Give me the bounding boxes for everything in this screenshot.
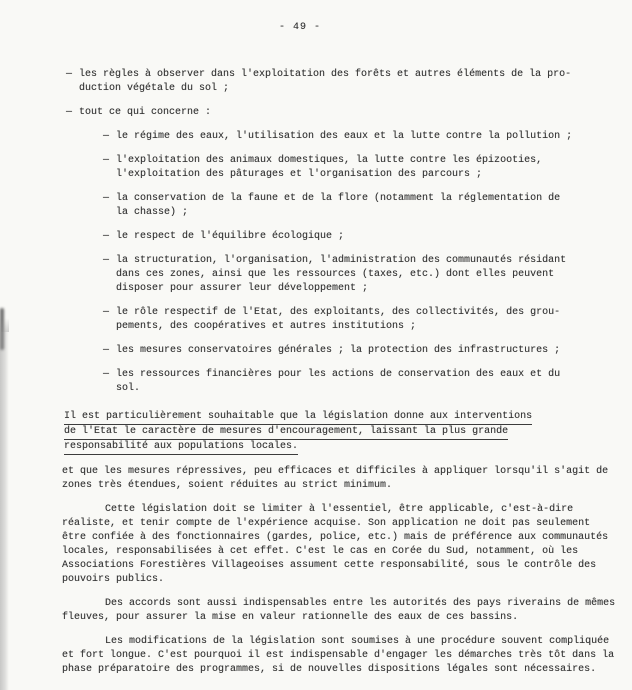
text-line: duction végétale du sol ; xyxy=(79,83,230,94)
text-line: les ressources financières pour les actions de conservation des eaux et du xyxy=(116,369,561,380)
text-lines xyxy=(62,465,618,493)
text-line: la chasse) ; xyxy=(116,207,189,218)
paragraph xyxy=(62,635,618,677)
text-line: être confiée à des fonctionnaires (gardes, police, etc.) mais de préférence aux communautés xyxy=(62,532,609,543)
text-line: pouvoirs publics. xyxy=(62,574,165,585)
text-lines xyxy=(116,130,572,144)
text-line: l'exploitation des animaux domestiques, la lutte contre les épizooties, xyxy=(116,155,543,166)
text-line: de l'Etat le caractère de mesures d'encouragement, laissant la plus grande xyxy=(64,425,618,440)
text-line: Associations Forestières Villageoises assument cette responsabilité, sous le contrôle des xyxy=(62,560,597,571)
paragraph xyxy=(62,597,618,625)
text-line: responsabilité aux populations locales. xyxy=(64,440,618,455)
paragraph xyxy=(64,410,618,455)
bullet-dash: — xyxy=(103,155,110,166)
text-line: les règles à observer dans l'exploitation des forêts et autres éléments de la pro- xyxy=(79,69,572,80)
text-lines xyxy=(79,106,211,120)
list-item xyxy=(103,192,618,220)
list-item xyxy=(103,154,618,182)
text-line: fleuves, pour assurer la mise en valeur rationnelle des eaux de ces bassins. xyxy=(62,612,519,623)
text-lines xyxy=(62,635,618,677)
text-line: tout ce qui concerne : xyxy=(79,107,212,118)
text-lines xyxy=(116,230,344,244)
bullet-dash: — xyxy=(103,369,110,380)
text-line: Les modifications de la législation sont soumises à une procédure souvent compliquée xyxy=(105,636,610,647)
text-line: et fort longue. C'est pourquoi il est indispensable d'engager les démarches très tôt dans la xyxy=(62,650,615,661)
text-line: l'exploitation des pâturages et l'organisation des parcours ; xyxy=(116,169,483,180)
text-lines xyxy=(116,368,560,396)
text-line: disposer pour assurer leur développement ; xyxy=(116,283,369,294)
text-line: dans ces zones, ainsi que les ressources (taxes, etc.) dont elles peuvent xyxy=(116,269,555,280)
list-item xyxy=(66,106,618,120)
text-line: Il est particulièrement souhaitable que la législation donne aux interventions xyxy=(64,410,618,425)
list-item xyxy=(103,344,618,358)
bullet-dash: — xyxy=(103,307,110,318)
list-item xyxy=(66,68,618,96)
text-lines xyxy=(62,503,618,587)
text-lines xyxy=(62,597,618,625)
bullet-dash: — xyxy=(103,131,110,142)
paragraph xyxy=(62,503,618,587)
text-line: zones très étendues, soient réduites au strict minimum. xyxy=(62,480,393,491)
text-lines xyxy=(79,68,571,96)
text-line: la conservation de la faune et de la flore (notamment la réglementation de xyxy=(116,193,561,204)
bullet-dash: — xyxy=(103,345,110,356)
text-lines xyxy=(116,344,560,358)
text-line: locales, responsabilisées à cet effet. C'est le cas en Corée du Sud, notamment, où les xyxy=(62,546,579,557)
text-line: pements, des coopératives et autres institutions ; xyxy=(116,321,417,332)
bullet-dash: — xyxy=(66,69,73,80)
list-item xyxy=(103,130,618,144)
text-lines xyxy=(116,154,542,182)
list-item xyxy=(103,254,618,296)
text-line: Des accords sont aussi indispensables entre les autorités des pays riverains de mêmes xyxy=(105,598,616,609)
list-item xyxy=(103,306,618,334)
text-line: sol. xyxy=(116,383,141,394)
text-lines xyxy=(116,254,566,296)
scan-edge-shadow xyxy=(0,332,9,690)
bullet-dash: — xyxy=(103,255,110,266)
text-line: le régime des eaux, l'utilisation des eaux et la lutte contre la pollution ; xyxy=(116,131,573,142)
text-lines xyxy=(64,410,618,455)
page-number: - 49 - xyxy=(278,22,321,33)
text-line: la structuration, l'organisation, l'administration des communautés résidant xyxy=(116,255,567,266)
bullet-dash: — xyxy=(103,231,110,242)
text-line: le rôle respectif de l'Etat, des exploitants, des collectivités, des grou- xyxy=(116,307,561,318)
text-line: phase préparatoire des programmes, si de nouvelles dispositions légales sont nécessaires. xyxy=(62,664,597,675)
bullet-dash: — xyxy=(66,107,73,118)
text-line: les mesures conservatoires générales ; la protection des infrastructures ; xyxy=(116,345,561,356)
text-line: le respect de l'équilibre écologique ; xyxy=(116,231,345,242)
document-body xyxy=(0,58,632,677)
text-line: réaliste, et tenir compte de l'expérience acquise. Son application ne doit pas seulement xyxy=(62,518,591,529)
list-item xyxy=(103,230,618,244)
text-lines xyxy=(116,306,560,334)
paragraph xyxy=(62,465,618,493)
text-line: Cette législation doit se limiter à l'essentiel, être applicable, c'est-à-dire xyxy=(105,504,574,515)
text-lines xyxy=(116,192,560,220)
bullet-dash: — xyxy=(103,193,110,204)
text-line: et que les mesures répressives, peu efficaces et difficiles à appliquer lorsqu'il s'agit de xyxy=(62,466,609,477)
list-item xyxy=(103,368,618,396)
